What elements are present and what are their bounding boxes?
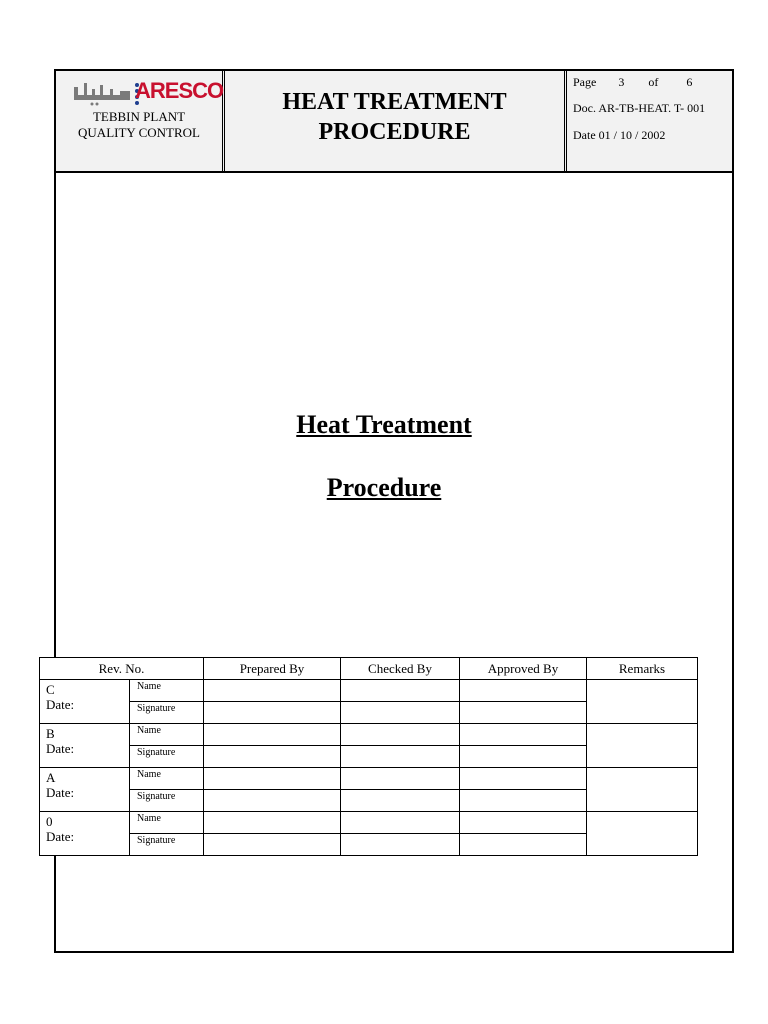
document-header <box>54 69 734 173</box>
page-info <box>573 75 692 90</box>
checked-signature-cell[interactable] <box>341 702 460 724</box>
checked-name-cell[interactable] <box>341 680 460 702</box>
approved-name-cell[interactable] <box>460 812 587 834</box>
title-cell <box>225 71 567 171</box>
approved-signature-cell[interactable] <box>460 834 587 856</box>
approved-signature-cell[interactable] <box>460 746 587 768</box>
rev-cell <box>40 724 130 768</box>
remarks-header: Remarks <box>587 658 698 680</box>
revision-row <box>40 680 698 702</box>
revision-row <box>40 768 698 790</box>
page-label: Page <box>573 75 597 89</box>
approved-name-cell[interactable] <box>460 724 587 746</box>
company-cell <box>56 71 225 171</box>
rev-cell <box>40 768 130 812</box>
rev-date-label: Date: <box>46 829 75 844</box>
rev-cell <box>40 812 130 856</box>
remarks-cell[interactable] <box>587 680 698 724</box>
checked-name-cell[interactable] <box>341 812 460 834</box>
rev-id: A <box>46 770 56 785</box>
logo-wordmark: ARESCO <box>135 78 224 103</box>
doc-info <box>573 101 705 116</box>
approved-name-cell[interactable] <box>460 768 587 790</box>
signature-label: Signature <box>130 746 204 768</box>
rev-no-header: Rev. No. <box>40 658 204 680</box>
name-label: Name <box>130 724 204 746</box>
header-title-line1: HEAT TREATMENT <box>282 89 507 115</box>
remarks-cell[interactable] <box>587 724 698 768</box>
checked-signature-cell[interactable] <box>341 746 460 768</box>
remarks-cell[interactable] <box>587 768 698 812</box>
approved-signature-cell[interactable] <box>460 702 587 724</box>
checked-name-cell[interactable] <box>341 768 460 790</box>
approved-signature-cell[interactable] <box>460 790 587 812</box>
plant-name: TEBBIN PLANT <box>92 109 186 124</box>
checked-signature-cell[interactable] <box>341 790 460 812</box>
page-number: 3 <box>618 75 625 89</box>
document-title-line2: Procedure <box>326 473 442 502</box>
revision-row <box>40 724 698 746</box>
name-label: Name <box>130 812 204 834</box>
checked-name-cell[interactable] <box>341 724 460 746</box>
signature-label: Signature <box>130 702 204 724</box>
checked-signature-cell[interactable] <box>341 834 460 856</box>
header-title-line2: PROCEDURE <box>318 119 471 145</box>
doc-number: AR-TB-HEAT. T- 001 <box>598 101 706 115</box>
checked-by-header: Checked By <box>341 658 460 680</box>
prepared-name-cell[interactable] <box>204 812 341 834</box>
prepared-name-cell[interactable] <box>204 768 341 790</box>
prepared-signature-cell[interactable] <box>204 702 341 724</box>
rev-date-label: Date: <box>46 785 75 800</box>
signature-label: Signature <box>130 834 204 856</box>
date-value: 01 / 10 / 2002 <box>598 128 666 142</box>
prepared-signature-cell[interactable] <box>204 834 341 856</box>
revision-table <box>39 657 698 856</box>
date-label: Date <box>573 128 596 142</box>
signature-label: Signature <box>130 790 204 812</box>
prepared-signature-cell[interactable] <box>204 746 341 768</box>
page-total: 6 <box>686 75 693 89</box>
approved-by-header: Approved By <box>460 658 587 680</box>
rev-date-label: Date: <box>46 697 75 712</box>
document-title-line1: Heat Treatment <box>296 410 472 439</box>
prepared-signature-cell[interactable] <box>204 790 341 812</box>
doc-info-cell <box>567 71 732 171</box>
rev-id: C <box>46 682 55 697</box>
rev-id: B <box>46 726 55 741</box>
of-label: of <box>648 75 659 89</box>
rev-id: 0 <box>46 814 53 829</box>
approved-name-cell[interactable] <box>460 680 587 702</box>
revision-row <box>40 812 698 834</box>
rev-date-label: Date: <box>46 741 75 756</box>
revision-header-row <box>40 658 698 680</box>
doc-label: Doc. <box>573 101 596 115</box>
date-info <box>573 128 665 143</box>
name-label: Name <box>130 768 204 790</box>
department-name: QUALITY CONTROL <box>78 125 200 140</box>
prepared-by-header: Prepared By <box>204 658 341 680</box>
prepared-name-cell[interactable] <box>204 680 341 702</box>
prepared-name-cell[interactable] <box>204 724 341 746</box>
name-label: Name <box>130 680 204 702</box>
remarks-cell[interactable] <box>587 812 698 856</box>
rev-cell <box>40 680 130 724</box>
